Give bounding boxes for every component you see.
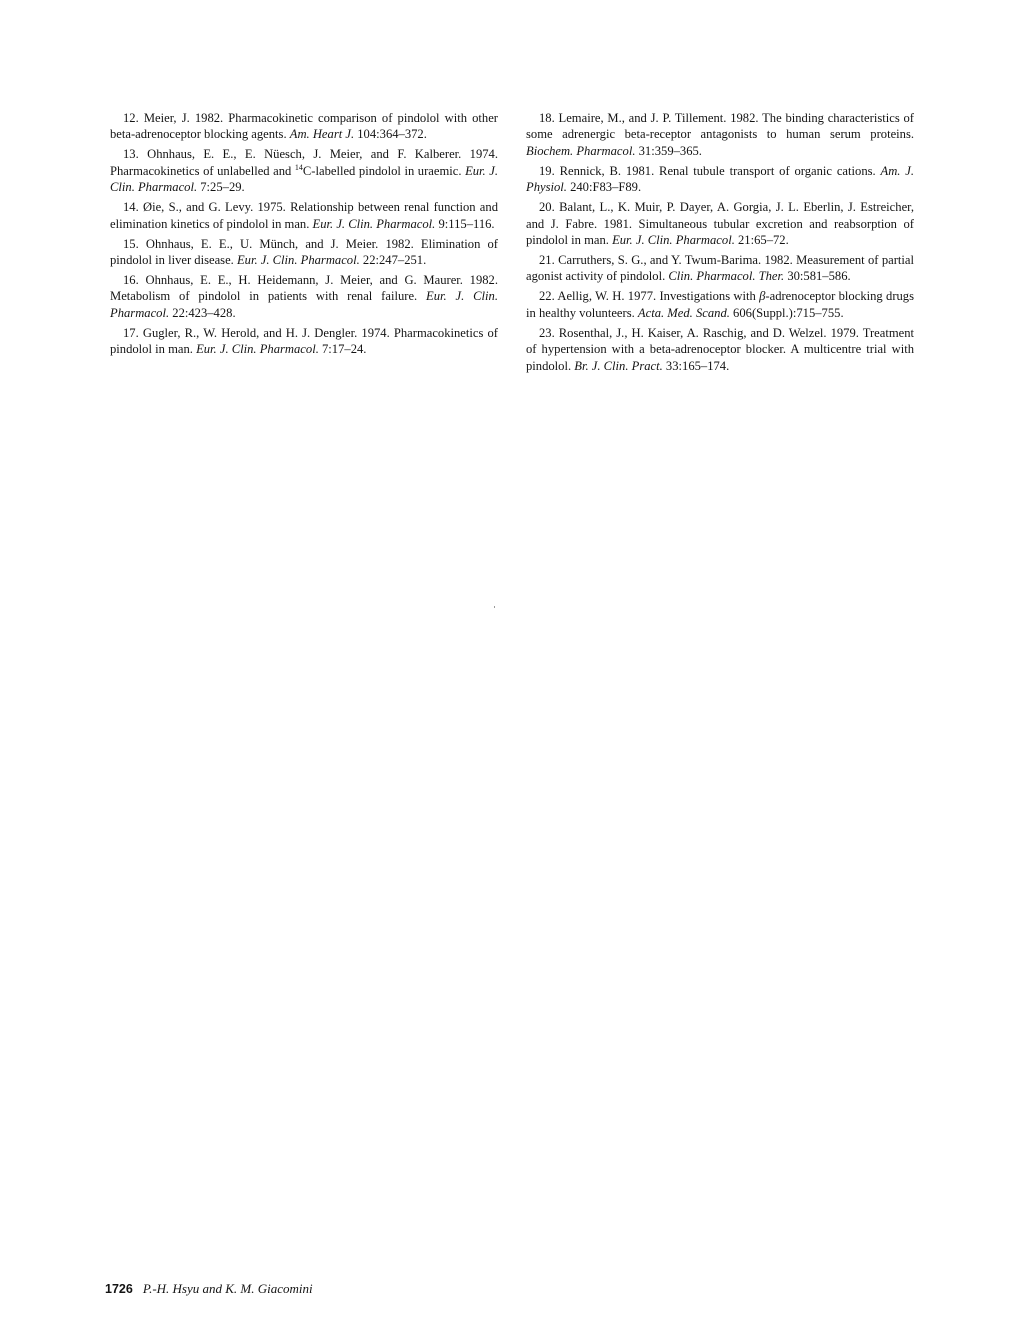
reference-text: Rennick, B. 1981. Renal tubule transport of organic cations.	[554, 163, 881, 178]
reference-number: 13.	[123, 147, 139, 162]
reference-journal: Biochem. Pharmacol.	[526, 143, 636, 158]
reference-text: Lemaire, M., and J. P. Tillement. 1982. The binding characteristics of some adrenergic beta-receptor antagonists to human serum proteins.	[526, 111, 914, 142]
reference-volume-pages: 7:25–29.	[197, 180, 245, 195]
reference-volume-pages: 606(Suppl.):715–755.	[729, 305, 844, 320]
reference-journal: Eur. J. Clin. Pharmacol.	[236, 253, 360, 268]
reference-journal: Eur. J. Clin. Pharmacol.	[196, 342, 319, 357]
reference-19	[526, 163, 914, 196]
reference-text: Carruthers, S. G., and Y. Twum-Barima. 1982. Measurement of partial agonist activity of pindolol.	[526, 253, 914, 284]
reference-volume-pages: 240:F83–F89.	[566, 180, 642, 195]
reference-text-continued: C-labelled pindolol in uraemic.	[302, 163, 466, 178]
reference-volume-pages: 21:65–72.	[734, 233, 789, 248]
reference-20	[526, 199, 914, 248]
reference-number: 23.	[539, 325, 555, 340]
page-number: 1726	[105, 1282, 133, 1296]
running-authors: P.-H. Hsyu and K. M. Giacomini	[142, 1281, 313, 1296]
reference-14	[110, 199, 498, 232]
reference-volume-pages: 30:581–586.	[784, 269, 851, 284]
reference-journal: Br. J. Clin. Pract.	[574, 358, 663, 373]
reference-17	[110, 325, 498, 358]
reference-journal: Clin. Pharmacol. Ther.	[668, 269, 785, 284]
reference-12	[110, 110, 498, 143]
reference-21	[526, 252, 914, 285]
reference-number: 22.	[539, 289, 555, 304]
reference-journal: Eur. J. Clin. Pharmacol.	[110, 163, 499, 195]
reference-text: Balant, L., K. Muir, P. Dayer, A. Gorgia, J. L. Eberlin, J. Estreicher, and J. Fabre. 1981. Simultaneous tubular excretion and reabsorption of pindolol in man.	[526, 200, 914, 248]
references-column-left	[110, 110, 498, 361]
reference-text: Rosenthal, J., H. Kaiser, A. Raschig, and D. Welzel. 1979. Treatment of hypertension with a beta-adrenoceptor blocker. A multicentre trial with pindolol.	[526, 325, 914, 373]
reference-text: Gugler, R., W. Herold, and H. J. Dengler. 1974. Pharmacokinetics of pindolol in man.	[110, 325, 498, 357]
reference-text: Ohnhaus, E. E., U. Münch, and J. Meier. 1982. Elimination of pindolol in liver disease.	[110, 236, 498, 268]
reference-22	[526, 288, 914, 321]
isotope-superscript: 14	[294, 162, 303, 172]
reference-volume-pages: 22:423–428.	[169, 305, 236, 320]
reference-number: 16.	[123, 273, 139, 288]
reference-volume-pages: 22:247–251.	[359, 253, 427, 268]
reference-volume-pages: 104:364–372.	[354, 127, 427, 142]
reference-text: Øie, S., and G. Levy. 1975. Relationship between renal function and elimination kinetics of pindolol in man.	[110, 200, 498, 231]
reference-number: 21.	[539, 253, 555, 268]
reference-number: 18.	[539, 111, 555, 125]
reference-journal: Acta. Med. Scand.	[637, 305, 730, 320]
reference-number: 17.	[123, 325, 139, 340]
reference-16	[110, 272, 498, 321]
reference-13	[110, 146, 498, 195]
reference-23	[526, 325, 914, 374]
reference-number: 14.	[123, 200, 139, 215]
references-column-right	[526, 110, 914, 378]
reference-journal: Eur. J. Clin. Pharmacol.	[312, 216, 436, 231]
reference-text: Ohnhaus, E. E., E. Nüesch, J. Meier, and F. Kalberer. 1974. Pharmacokinetics of unlabelled and	[110, 147, 498, 178]
reference-18	[526, 110, 914, 159]
scan-speck	[494, 606, 495, 608]
beta-symbol: β	[759, 289, 766, 304]
reference-text: Meier, J. 1982. Pharmacokinetic comparison of pindolol with other beta-adrenoceptor blocking agents.	[110, 111, 498, 142]
reference-journal: Am. J. Physiol.	[526, 163, 915, 195]
reference-number: 20.	[539, 200, 555, 215]
reference-volume-pages: 7:17–24.	[318, 342, 367, 357]
reference-volume-pages: 31:359–365.	[635, 143, 702, 158]
reference-journal: Eur. J. Clin. Pharmacol.	[612, 233, 735, 248]
reference-journal: Eur. J. Clin. Pharmacol.	[110, 289, 498, 320]
reference-text: Ohnhaus, E. E., H. Heidemann, J. Meier, and G. Maurer. 1982. Metabolism of pindolol in patients with renal failure.	[110, 273, 498, 304]
page-footer	[105, 1281, 313, 1297]
reference-number: 19.	[539, 163, 555, 178]
reference-text: Aellig, W. H. 1977. Investigations with	[554, 289, 760, 304]
reference-number: 12.	[123, 111, 139, 125]
reference-number: 15.	[123, 236, 139, 251]
reference-volume-pages: 33:165–174.	[662, 358, 730, 373]
reference-text-continued: -adrenoceptor blocking drugs in healthy volunteers.	[526, 289, 915, 320]
reference-volume-pages: 9:115–116.	[435, 216, 495, 231]
reference-journal: Am. Heart J.	[289, 127, 355, 142]
reference-15	[110, 236, 498, 269]
